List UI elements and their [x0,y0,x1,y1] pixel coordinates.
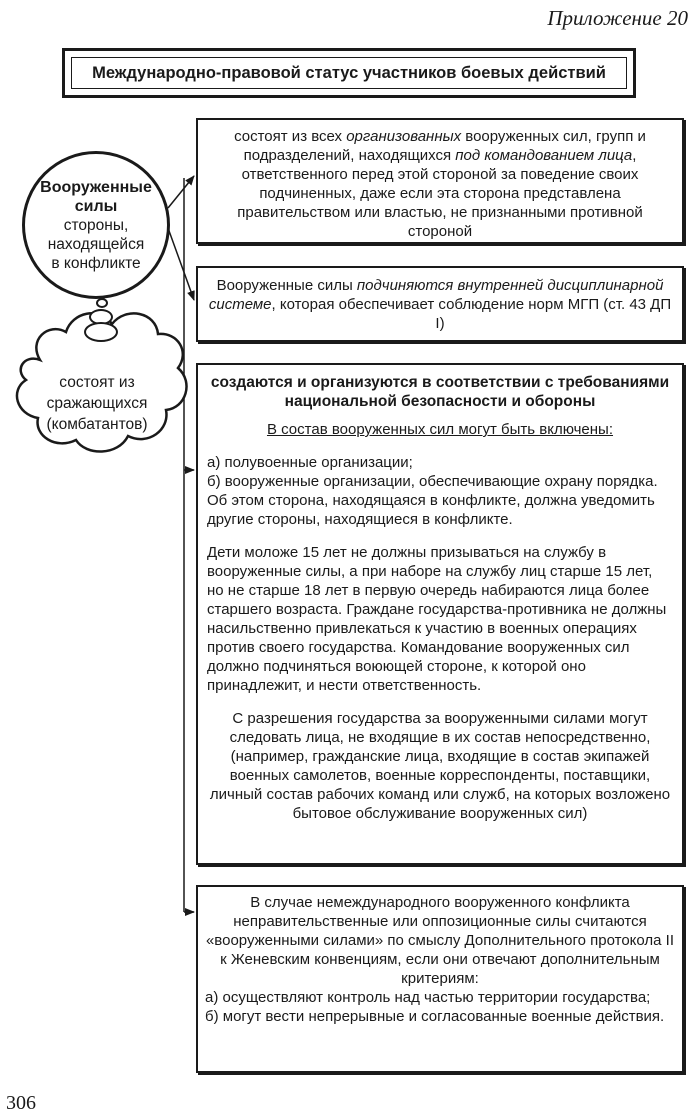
box-composition [196,118,684,244]
box1-text-part: вооруженных сил, групп и подразделений, находящихся [243,128,646,164]
box4-item-b: б) могут вести непрерывные и согласованные военные действия. [205,1008,665,1025]
circle-line-1: Вооруженные [40,178,152,196]
box-discipline [196,266,684,342]
diagram-title: Международно-правовой статус участников боевых действий [71,57,627,89]
box2-text-part: , которая обеспечивает соблюдение норм МГП (ст. 43 ДП I) [271,296,672,332]
box3-subtitle: В состав вооруженных сил могут быть включены: [266,421,614,438]
box1-text-part: состоят из всех [234,128,347,145]
cloud-line-2: сражающихся [46,395,148,412]
box3-paragraph-2: С разрешения государства за вооруженными силами могут следовать лица, не входящие в их состав непосредственно, (например, гражданские лица, входящие в состав экипажей военных самолетов, военные корреспонденты, поставщики, личный состав рабочих команд или служб, на которых возложено бытовое обслуживание вооруженных сил) [209,710,671,822]
box1-italic-command: под командованием лица [455,147,633,164]
appendix-label: Приложение 20 [547,6,688,30]
box-organization [196,363,684,865]
title-frame [62,48,636,98]
cloud-line-1: состоят из [59,374,135,391]
arrow-to-box2 [168,228,194,300]
cloud-line-3: (комбатантов) [46,416,148,433]
box2-text [206,276,674,333]
armed-forces-circle [22,151,170,299]
box2-italic-discipline: подчиняются внутренней дисциплинарной системе [208,277,664,313]
box1-italic-organized: организованных [346,128,462,145]
circle-line-5: в конфликте [51,254,141,272]
box1-text [204,127,676,241]
bubble-large [84,322,118,342]
box3-item-b: б) вооруженные организации, обеспечивающие охрану порядка. Об этом сторона, находящаяся в конфликте, должна уведомить другие стороны, находящиеся в конфликте. [207,473,658,528]
bubble-small [96,298,108,308]
box-non-international [196,885,684,1073]
box4-intro: В случае немеждународного вооруженного конфликта неправительственные или оппозиционные силы считаются «вооруженными силами» по смыслу Дополнительного протокола II к Женевским конвенциям, если они отвечают дополнительным критериям: [205,894,675,987]
cloud-text [22,372,172,435]
box1-text-part: , ответственного перед этой стороной за поведение своих подчиненных, даже если эта сторона представлена правительством или властью, не признанными противной стороной [237,147,643,240]
circle-line-3: стороны, [63,216,129,234]
box4-item-a: а) осуществляют контроль над частью территории государства; [205,989,651,1006]
box3-title: создаются и организуются в соответствии с требованиями национальной безопасности и обороны [210,374,670,410]
page-number: 306 [6,1092,36,1114]
arrow-to-box1 [168,176,194,208]
box3-paragraph-1: Дети моложе 15 лет не должны призываться на службу в вооруженные силы, а при наборе на службу лиц старше 15 лет, но не старше 18 лет в первую очередь набираются лица более старшего возраста. Граждане государства-противника не должны насильственно привлекаться к участию в военных операциях против своего государства. Командование вооруженных сил должно подчиняться воюющей стороне, к которой оно принадлежит, и нести ответственность. [207,544,667,694]
circle-line-4: находящейся [47,235,145,253]
box2-text-part: Вооруженные силы [216,277,357,294]
circle-line-2: силы [74,197,118,215]
box3-item-a: а) полувоенные организации; [207,454,413,471]
